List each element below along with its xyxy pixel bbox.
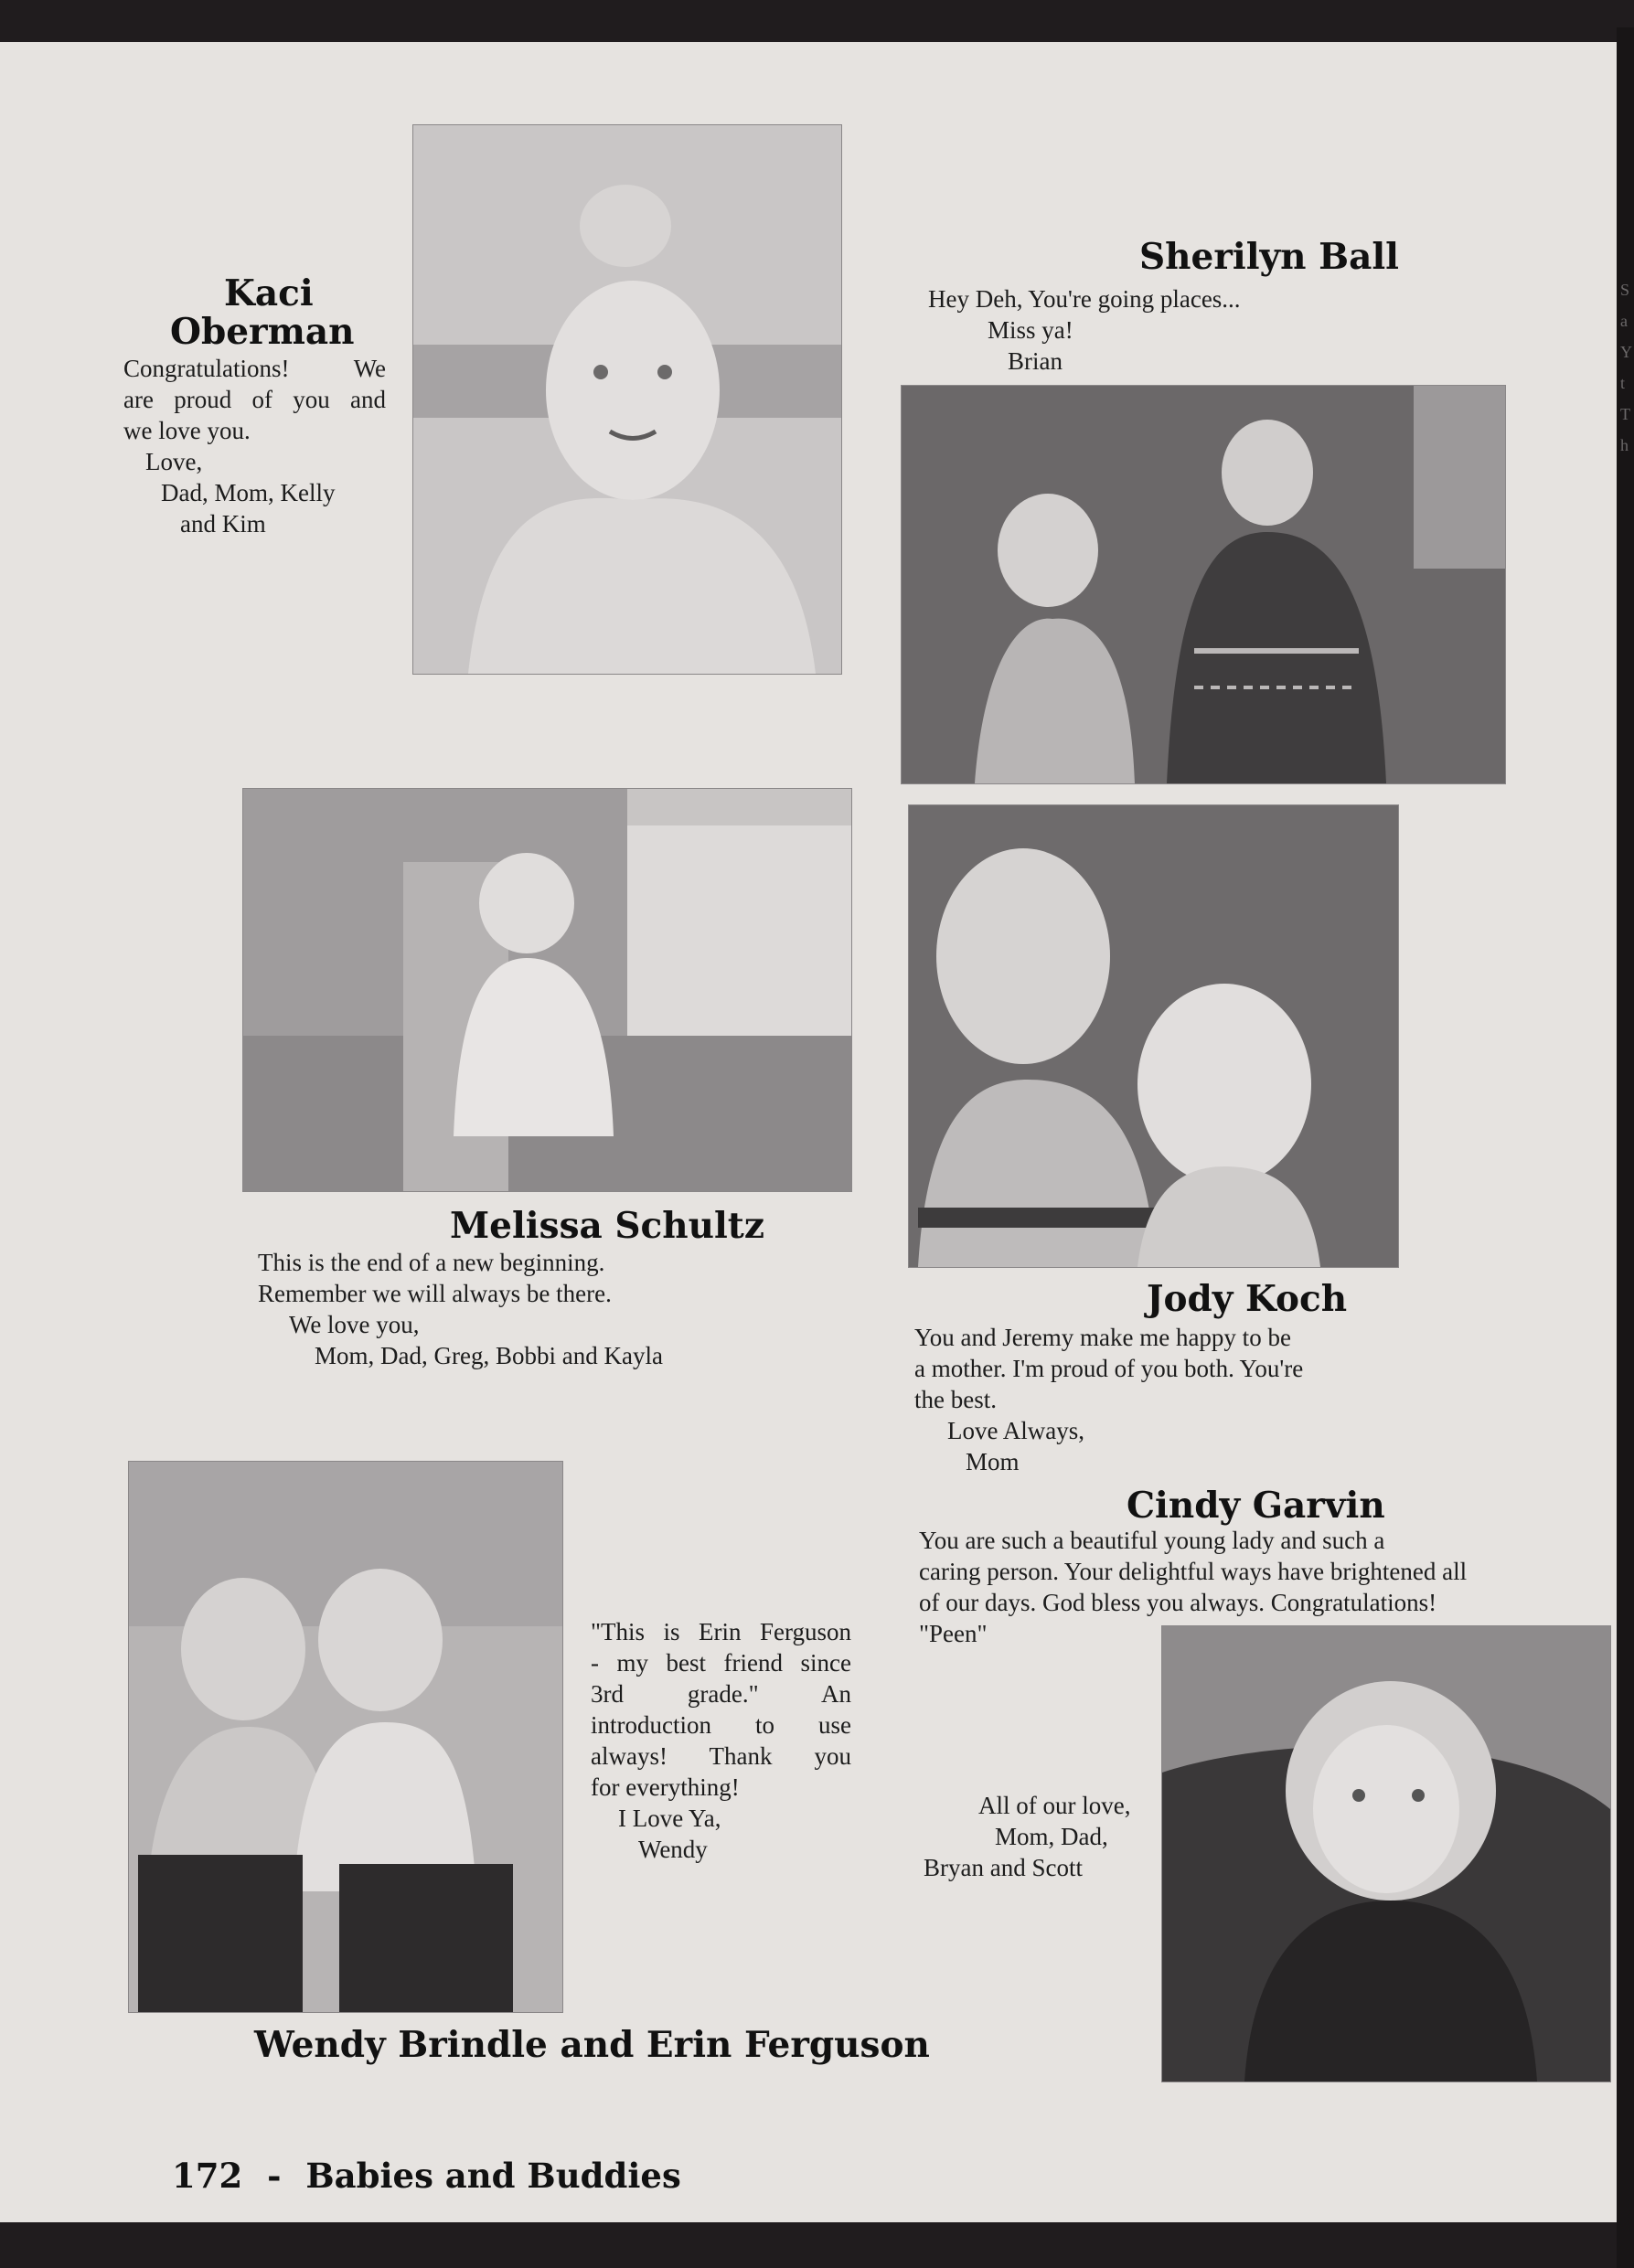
wendy-line-7: I Love Ya, <box>618 1805 721 1832</box>
sherilyn-line-2: Miss ya! <box>988 316 1073 344</box>
wendy-line-5: always! Thank you <box>591 1742 851 1770</box>
kaci-name-line1: Kaci <box>224 272 314 314</box>
wendy-name: Wendy Brindle and Erin Ferguson <box>254 2024 930 2066</box>
cindy-signature <box>924 1790 1130 1883</box>
edge-letter: h <box>1620 436 1629 454</box>
cindy-sig-2: Mom, Dad, <box>995 1823 1108 1850</box>
kaci-line-5: Dad, Mom, Kelly <box>161 479 336 506</box>
kaci-line-2: are proud of you and <box>123 386 386 413</box>
edge-letter: t <box>1620 374 1626 392</box>
jody-line-3: the best. <box>914 1386 997 1413</box>
kaci-line-1: Congratulations! We <box>123 355 386 382</box>
footer-separator: - <box>267 2156 282 2196</box>
sherilyn-line-3: Brian <box>1008 347 1063 375</box>
melissa-line-4: Mom, Dad, Greg, Bobbi and Kayla <box>315 1342 663 1369</box>
melissa-line-1: This is the end of a new beginning. <box>258 1249 605 1276</box>
wendy-line-4: introduction to use <box>591 1711 851 1739</box>
sherilyn-line-1: Hey Deh, You're going places... <box>928 285 1241 313</box>
jody-line-5: Mom <box>966 1448 1020 1475</box>
kaci-name-line2: Oberman <box>170 311 355 353</box>
photo-cindy-garvin <box>1161 1625 1611 2082</box>
cindy-sig-3: Bryan and Scott <box>924 1854 1083 1881</box>
jody-name: Jody Koch <box>1147 1278 1348 1320</box>
kaci-line-6: and Kim <box>180 510 266 538</box>
photo-wendy-erin <box>128 1461 563 2013</box>
edge-letter: a <box>1620 312 1628 330</box>
facing-page-edge-text <box>1620 274 1632 461</box>
edge-letter: T <box>1620 405 1630 423</box>
melissa-line-2: Remember we will always be there. <box>258 1280 612 1307</box>
melissa-line-3: We love you, <box>289 1311 420 1338</box>
jody-line-1: You and Jeremy make me happy to be <box>914 1324 1291 1351</box>
wendy-line-3: 3rd grade." An <box>591 1680 851 1708</box>
photo-kaci-oberman <box>412 124 842 675</box>
edge-letter: S <box>1620 281 1630 299</box>
page-number: 172 <box>172 2156 243 2196</box>
wendy-line-2: - my best friend since <box>591 1649 851 1677</box>
photo-sherilyn-ball <box>901 385 1506 784</box>
jody-message <box>914 1322 1303 1477</box>
cindy-line-3: of our days. God bless you always. Congratulations! <box>919 1589 1437 1616</box>
cindy-line-2: caring person. Your delightful ways have brightened all <box>919 1558 1468 1585</box>
melissa-name: Melissa Schultz <box>450 1205 764 1247</box>
cindy-line-4: "Peen" <box>919 1620 988 1647</box>
cindy-line-1: You are such a beautiful young lady and such a <box>919 1527 1385 1554</box>
wendy-line-6: for everything! <box>591 1773 740 1801</box>
sherilyn-message <box>928 283 1241 377</box>
photo-jody-koch <box>908 804 1399 1268</box>
wendy-line-8: Wendy <box>638 1836 708 1863</box>
kaci-line-3: we love you. <box>123 417 251 444</box>
jody-line-2: a mother. I'm proud of you both. You're <box>914 1355 1304 1382</box>
cindy-sig-1: All of our love, <box>978 1792 1131 1819</box>
wendy-message <box>591 1616 851 1865</box>
page-footer <box>172 2156 681 2196</box>
jody-line-4: Love Always, <box>947 1417 1084 1444</box>
sherilyn-name: Sherilyn Ball <box>1139 236 1399 278</box>
kaci-message <box>123 353 386 539</box>
cindy-name: Cindy Garvin <box>1127 1485 1385 1527</box>
melissa-message <box>258 1247 663 1371</box>
photo-melissa-schultz <box>242 788 852 1192</box>
kaci-line-4: Love, <box>145 448 203 475</box>
wendy-line-1: "This is Erin Ferguson <box>591 1618 851 1645</box>
section-title: Babies and Buddies <box>305 2156 681 2196</box>
edge-letter: Y <box>1620 343 1632 361</box>
